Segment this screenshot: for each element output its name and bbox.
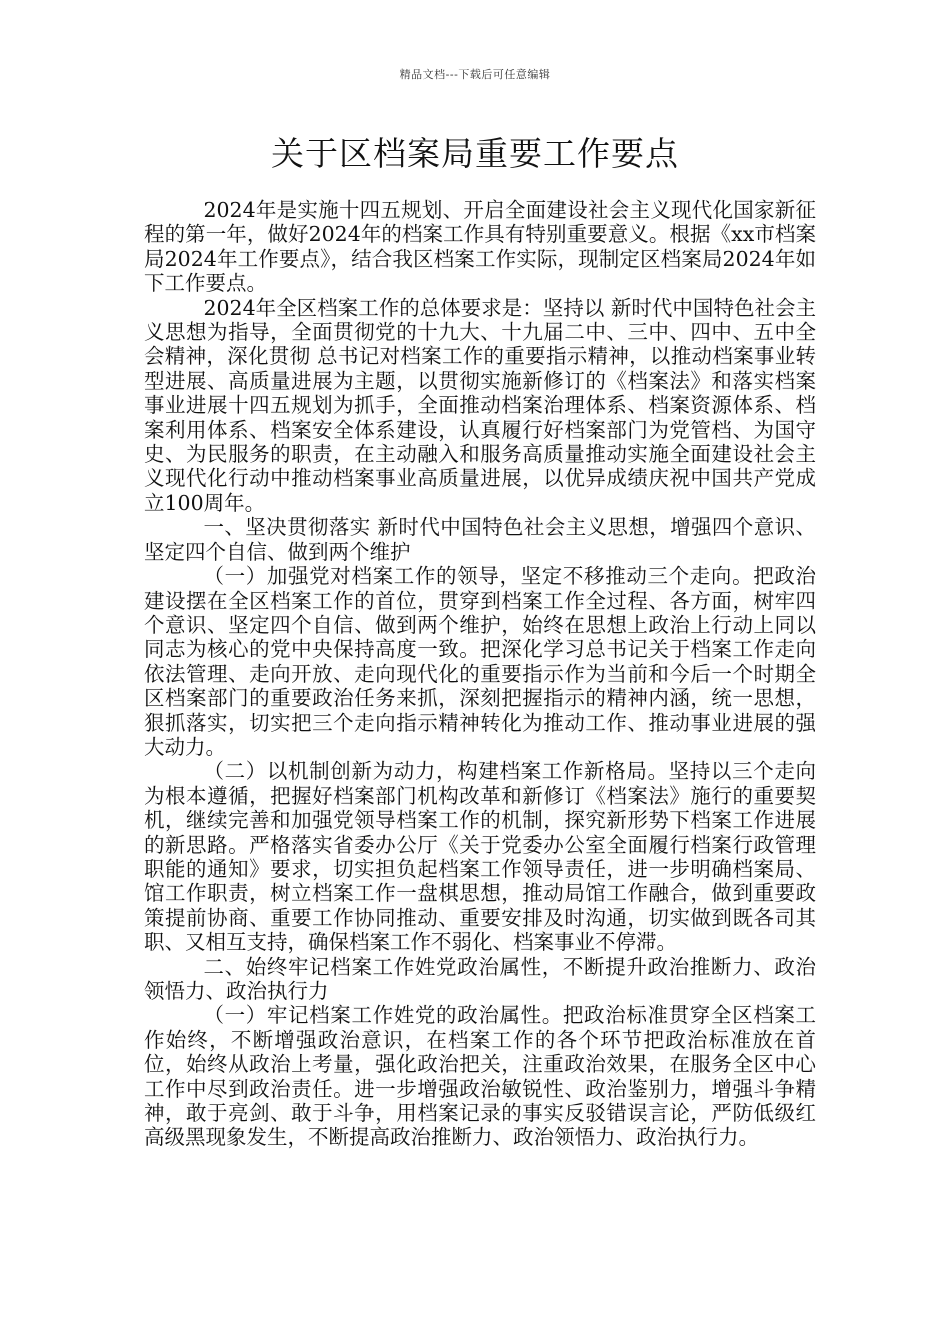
paragraph-general-requirements: 2024年全区档案工作的总体要求是：坚持以 新时代中国特色社会主义思想为指导，全面贯彻党的十九大、十九届二中、三中、四中、五中全会精神，深化贯彻 总书记对档案工作的重要指示精神，以推动档案事业转型进展、高质量进展为主题，以贯彻实施新修订的《档案法》和落实档案事业进展十四五规划为抓手，全面推动档案治理体系、档案资源体系、档案利用体系、档案安全体系建设，认真履行好档案部门为党管档、为国守史、为民服务的职责，在主动融入和服务高质量推动实施全面建设社会主义现代化行动中推动档案事业高质量进展，以优异成绩庆祝中国共产党成立100周年。: [144, 295, 816, 515]
paragraph-section-1-item-2: （二）以机制创新为动力，构建档案工作新格局。坚持以三个走向为根本遵循，把握好档案部门机构改革和新修订《档案法》施行的重要契机，继续完善和加强党领导档案工作的机制，探究新形势下档案工作进展的新思路。严格落实省委办公厅《关于党委办公室全面履行档案行政管理职能的通知》要求，切实担负起档案工作领导责任，进一步明确档案局、馆工作职责，树立档案工作一盘棋思想，推动局馆工作融合，做到重要政策提前协商、重要工作协同推动、重要安排及时沟通，切实做到既各司其职、又相互支持，确保档案工作不弱化、档案事业不停滞。: [144, 759, 816, 955]
document-title: 关于区档案局重要工作要点: [271, 134, 679, 173]
paragraph-section-2-item-1: （一）牢记档案工作姓党的政治属性。把政治标准贯穿全区档案工作始终，不断增强政治意识，在档案工作的各个环节把政治标准放在首位，始终从政治上考量，强化政治把关，注重政治效果，在服务全区中心工作中尽到政治责任。进一步增强政治敏锐性、政治鉴别力，增强斗争精神，敢于亮剑、敢于斗争，用档案记录的事实反驳错误言论，严防低级红高级黑现象发生，不断提高政治推断力、政治领悟力、政治执行力。: [144, 1003, 816, 1150]
header-note: 精品文档---下载后可任意编辑: [399, 68, 551, 81]
paragraph-intro: 2024年是实施十四五规划、开启全面建设社会主义现代化国家新征程的第一年，做好2024年的档案工作具有特别重要意义。根据《xx市档案局2024年工作要点》，结合我区档案工作实际，现制定区档案局2024年如下工作要点。: [144, 198, 816, 296]
section-heading-2: 二、始终牢记档案工作姓党政治属性，不断提升政治推断力、政治领悟力、政治执行力: [144, 954, 816, 1003]
document-body: [144, 198, 816, 1150]
section-heading-1: 一、坚决贯彻落实 新时代中国特色社会主义思想，增强四个意识、坚定四个自信、做到两个维护: [144, 515, 816, 564]
paragraph-section-1-item-1: （一）加强党对档案工作的领导，坚定不移推动三个走向。把政治建设摆在全区档案工作的首位，贯穿到档案工作全过程、各方面，树牢四个意识、坚定四个自信、做到两个维护，始终在思想上政治上行动上同以 同志为核心的党中央保持高度一致。把深化学习总书记关于档案工作走向依法管理、走向开放、走向现代化的重要指示作为当前和今后一个时期全区档案部门的重要政治任务来抓，深刻把握指示的精神内涵，统一思想，狠抓落实，切实把三个走向指示精神转化为推动工作、推动事业进展的强大动力。: [144, 564, 816, 759]
